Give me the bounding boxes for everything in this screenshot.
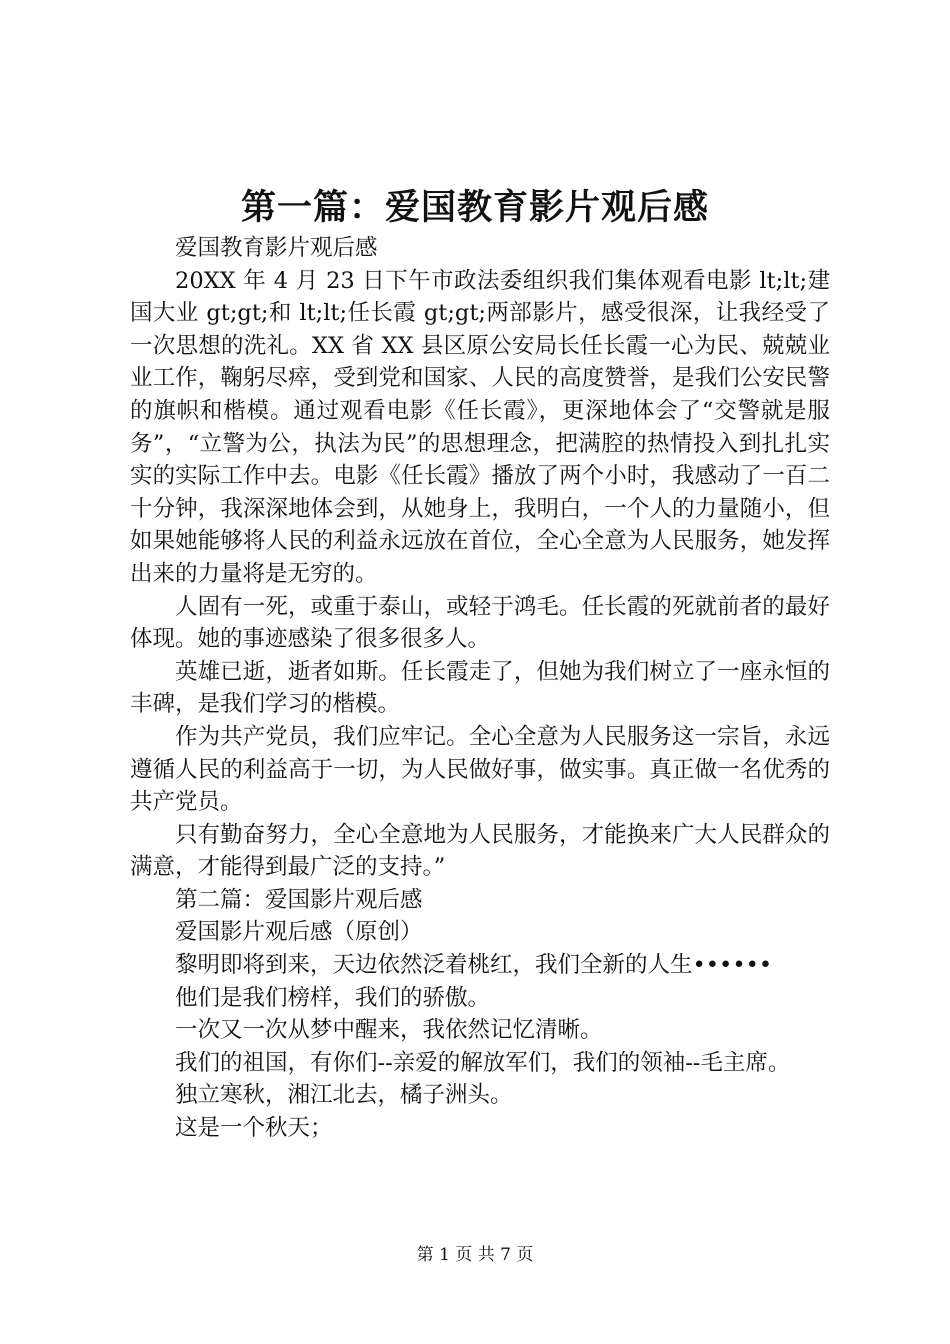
page-title: 第一篇：爱国教育影片观后感 — [240, 187, 709, 228]
paragraph: 这是一个秋天； — [175, 1115, 333, 1142]
paragraph: 20XX 年 4 月 23 日下午市政法委组织我们集体观看电影 lt;lt;建国大业 gt;gt;和 lt;lt;任长霞 gt;gt;两部影片，感受很深，让我经受了一次思想的洗礼。XX 省 XX 县区原公安局长任长霞一心为民、兢兢业业工作，鞠躬尽瘁，受到党和国家、人民的高度赞誉，是我们公安民警的旗帜和楷模。通过观看电影《任长霞》，更深地体会了“交警就是服务”，“立警为公，执法为民”的思想理念，把满腔的热情投入到扎扎实实的实际工作中去。电影《任长霞》播放了两个小时，我感动了一百二十分钟，我深深地体会到，从她身上，我明白，一个人的力量随小，但如果她能够将人民的利益永远放在首位，全心全意为人民服务，她发挥出来的力量将是无穷的。 — [130, 267, 830, 587]
paragraph: 他们是我们榜样，我们的骄傲。 — [175, 984, 491, 1011]
paragraph: 作为共产党员，我们应牢记。全心全意为人民服务这一宗旨，永远遵循人民的利益高于一切，为人民做好事，做实事。真正做一名优秀的共产党员。 — [130, 723, 830, 816]
paragraph: 独立寒秋，湘江北去，橘子洲头。 — [175, 1082, 513, 1109]
paragraph: 黎明即将到来，天边依然泛着桃红，我们全新的人生•••••• — [175, 952, 773, 979]
section-heading: 第二篇：爱国影片观后感 — [175, 886, 423, 913]
document-body — [130, 232, 830, 1145]
paragraph: 人固有一死，或重于泰山，或轻于鸿毛。任长霞的死就前者的最好体现。她的事迹感染了很多很多人。 — [130, 593, 830, 653]
paragraph: 爱国影片观后感（原创） — [175, 919, 423, 946]
paragraph: 我们的祖国，有你们--亲爱的解放军们，我们的领袖--毛主席。 — [175, 1049, 791, 1076]
paragraph: 爱国教育影片观后感 — [175, 235, 378, 261]
paragraph: 一次又一次从梦中醒来，我依然记忆清晰。 — [175, 1017, 603, 1044]
paragraph: 英雄已逝，逝者如斯。任长霞走了，但她为我们树立了一座永恒的丰碑，是我们学习的楷模。 — [130, 658, 830, 718]
page-footer: 第 1 页 共 7 页 — [416, 1245, 534, 1265]
paragraph: 只有勤奋努力，全心全意地为人民服务，才能换来广大人民群众的满意，才能得到最广泛的支持。” — [130, 821, 830, 881]
